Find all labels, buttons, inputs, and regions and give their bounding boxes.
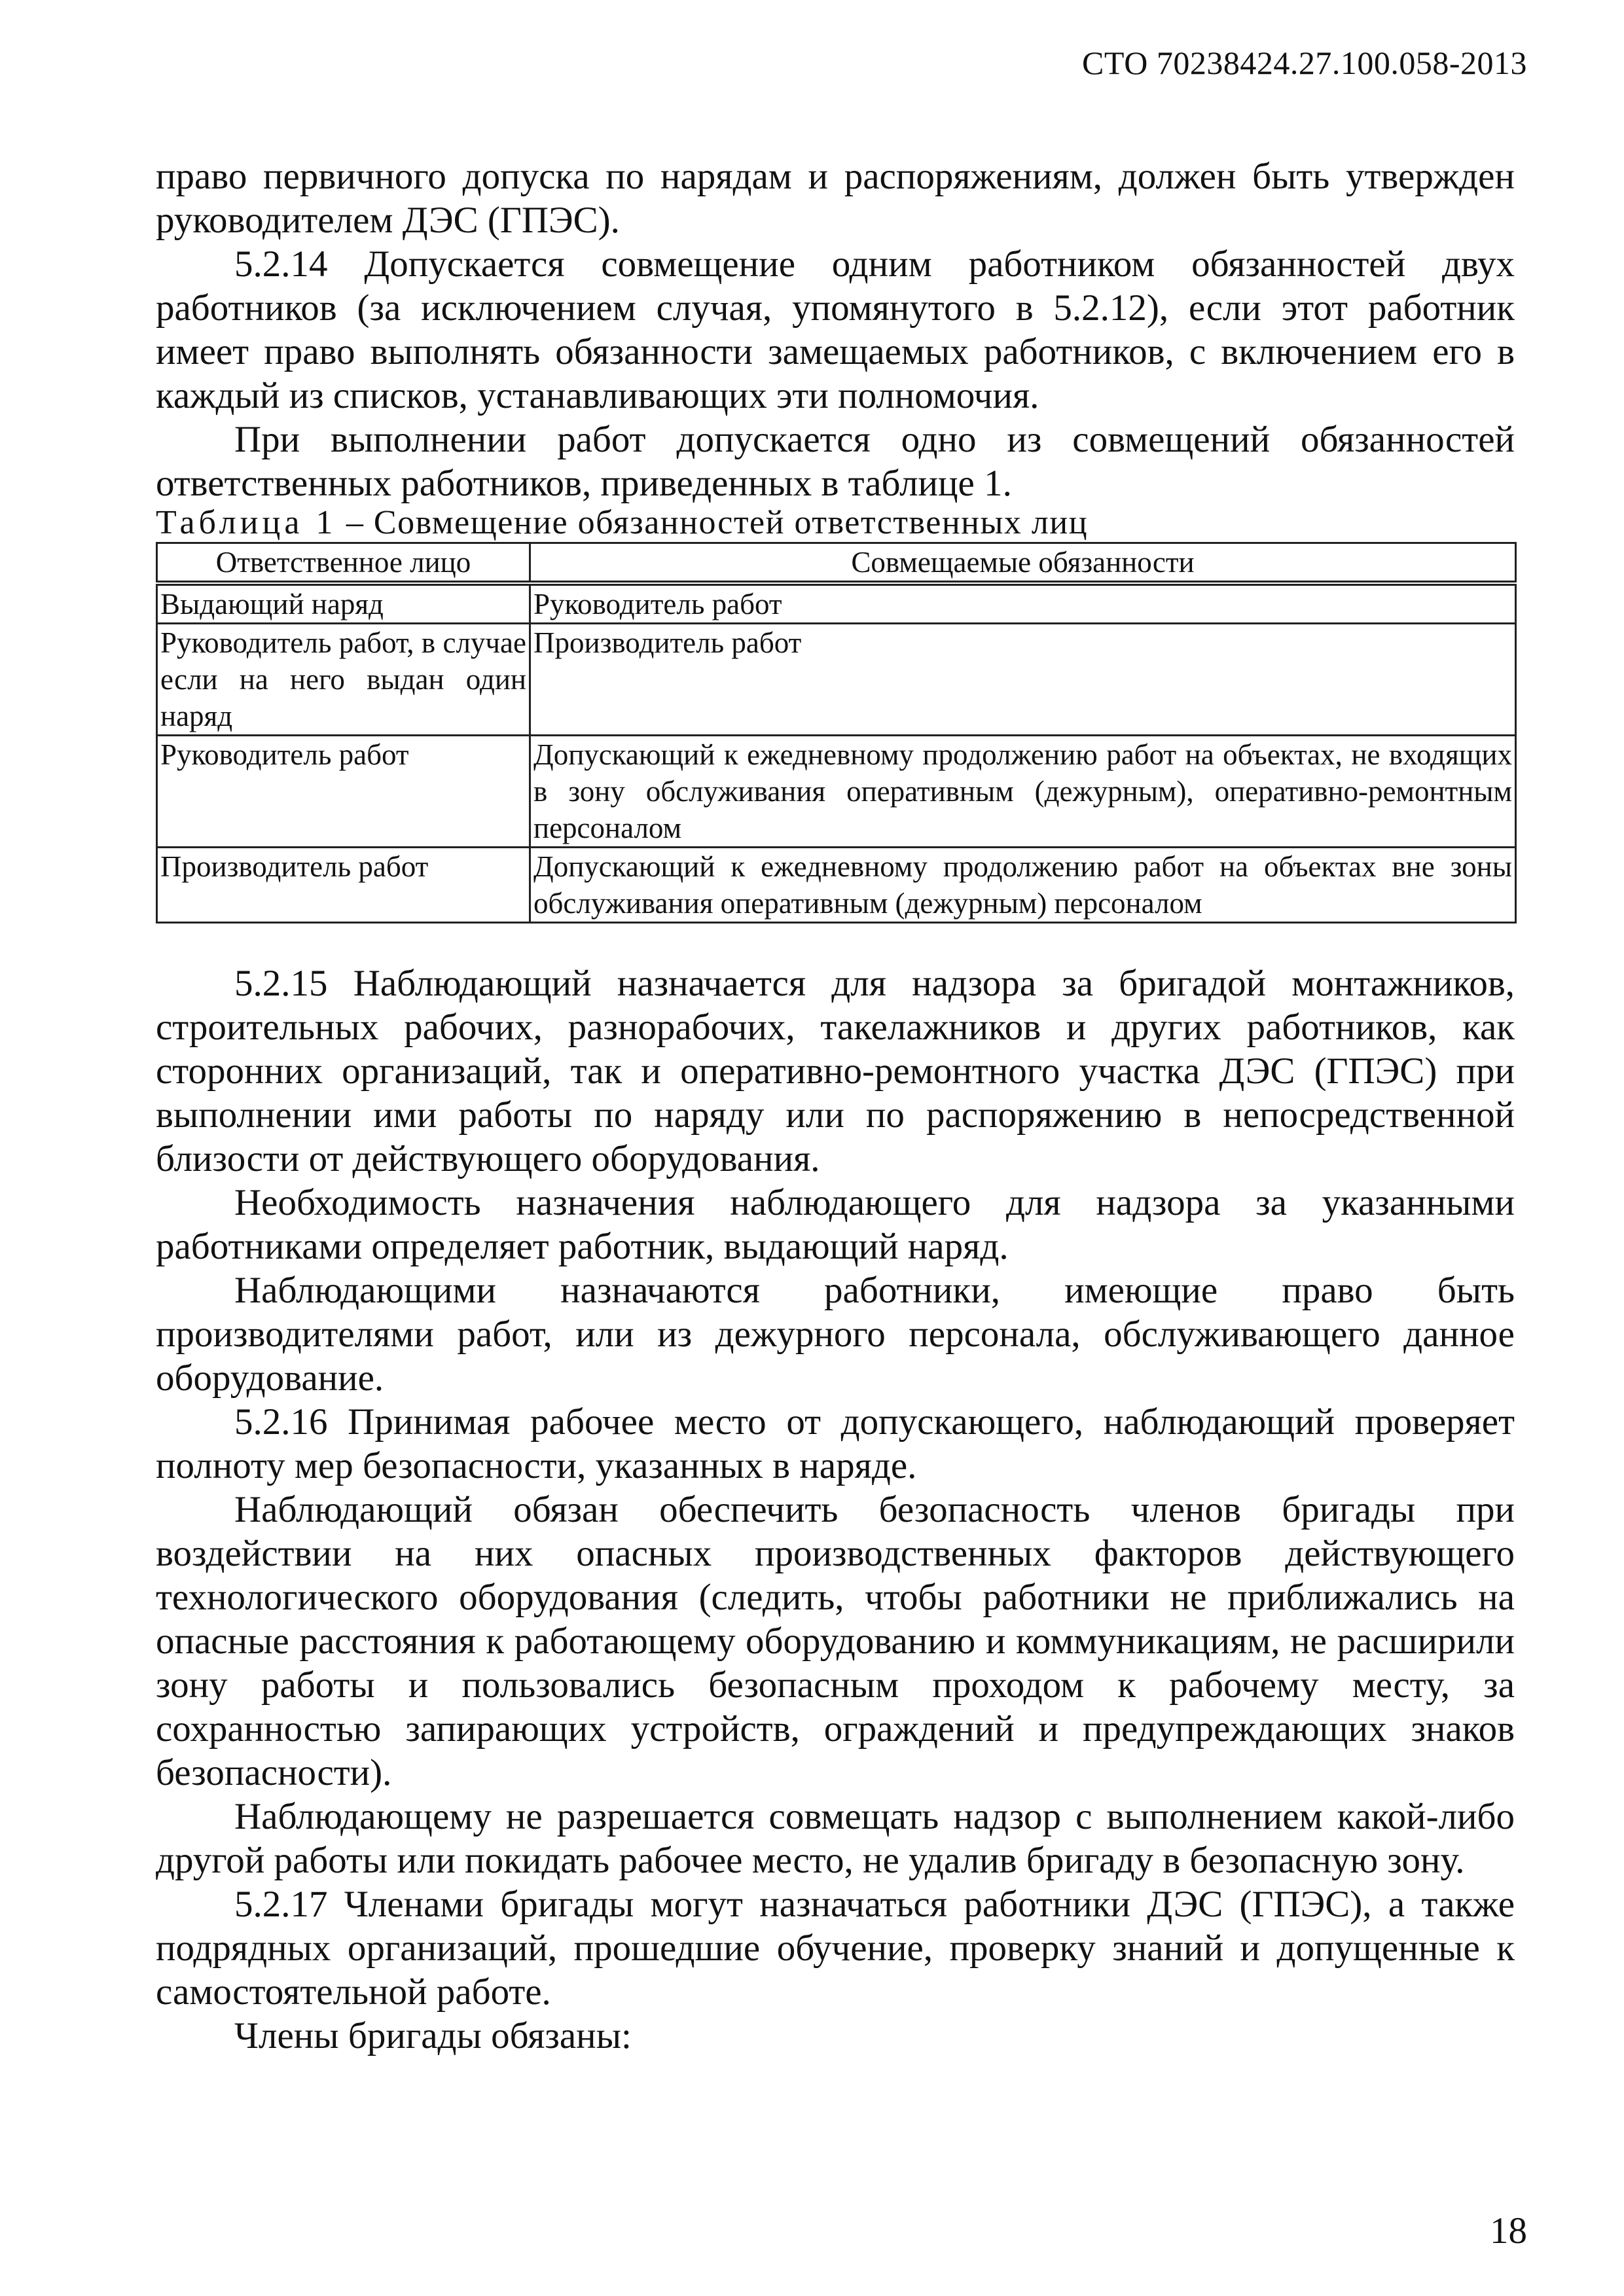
table-cell: Допускающий к ежедневному продолжению работ на объектах вне зоны обслуживания оперативным (дежурным) персоналом — [530, 848, 1516, 923]
document-code: СТО 70238424.27.100.058-2013 — [1082, 45, 1527, 81]
duties-table — [156, 542, 1517, 924]
paragraph: Наблюдающий обязан обеспечить безопасность членов бригады при воздействии на них опасных производственных факторов действующего технологического оборудования (следить, чтобы работники не приближались на опасные расстояния к работающему оборудованию и коммуникациям, не расширили зону работы и пользовались безопасным проходом к рабочему месту, за сохранностью запирающих устройств, ограждений и предупреждающих знаков безопасности). — [156, 1489, 1515, 1793]
table-header-cell: Ответственное лицо — [157, 543, 530, 584]
page-body — [156, 154, 1515, 2058]
paragraph: Наблюдающему не разрешается совмещать надзор с выполнением какой-либо другой работы или покидать рабочее место, не удалив бригаду в безопасную зону. — [156, 1796, 1515, 1881]
table-cell: Руководитель работ — [530, 583, 1516, 624]
table-row — [157, 583, 1516, 624]
table-row — [157, 736, 1516, 848]
paragraph-5-2-17: 5.2.17 Членами бригады могут назначаться работники ДЭС (ГПЭС), а также подрядных организаций, прошедшие обучение, проверку знаний и допущенные к самостоятельной работе. — [156, 1884, 1515, 2013]
paragraph: право первичного допуска по нарядам и распоряжениям, должен быть утвержден руководителем ДЭС (ГПЭС). — [156, 156, 1515, 241]
table-cell: Руководитель работ, в случае если на него выдан один наряд — [157, 624, 530, 736]
table-row — [157, 624, 1516, 736]
table-cell: Руководитель работ — [157, 736, 530, 848]
paragraph-5-2-16: 5.2.16 Принимая рабочее место от допускающего, наблюдающий проверяет полноту мер безопасности, указанных в наряде. — [156, 1401, 1515, 1486]
paragraph-5-2-14: 5.2.14 Допускается совмещение одним работником обязанностей двух работников (за исключением случая, упомянутого в 5.2.12), если этот работник имеет право выполнять обязанности замещаемых работников, с включением его в каждый из списков, устанавливающих эти полномочия. — [156, 243, 1515, 416]
paragraph: Члены бригады обязаны: — [234, 2015, 632, 2056]
table-cell: Выдающий наряд — [157, 583, 530, 624]
paragraph: Наблюдающими назначаются работники, имеющие право быть производителями работ, или из дежурного персонала, обслуживающего данное оборудование. — [156, 1270, 1515, 1399]
table-spacer — [156, 924, 1515, 961]
page-number: 18 — [1490, 2210, 1527, 2251]
table-row — [157, 848, 1516, 923]
table-caption-label: Таблица 1 — [156, 504, 337, 541]
table-caption-text: – Совмещение обязанностей ответственных лиц — [336, 504, 1089, 541]
table-header-row — [157, 543, 1516, 584]
table-caption — [156, 505, 1515, 541]
table-cell: Допускающий к ежедневному продолжению работ на объектах, не входящих в зону обслуживания оперативным (дежурным), оперативно-ремонтным персоналом — [530, 736, 1516, 848]
paragraph-5-2-15: 5.2.15 Наблюдающий назначается для надзора за бригадой монтажников, строительных рабочих, разнорабочих, такелажников и других работников, как сторонних организаций, так и оперативно-ремонтного участка ДЭС (ГПЭС) при выполнении ими работы по наряду или по распоряжению в непосредственной близости от действующего оборудования. — [156, 963, 1515, 1179]
paragraph: При выполнении работ допускается одно из совмещений обязанностей ответственных работников, приведенных в таблице 1. — [156, 419, 1515, 504]
table-header-cell: Совмещаемые обязанности — [530, 543, 1516, 584]
table-cell: Производитель работ — [530, 624, 1516, 736]
table-cell: Производитель работ — [157, 848, 530, 923]
paragraph: Необходимость назначения наблюдающего для надзора за указанными работниками определяет работник, выдающий наряд. — [156, 1182, 1515, 1267]
